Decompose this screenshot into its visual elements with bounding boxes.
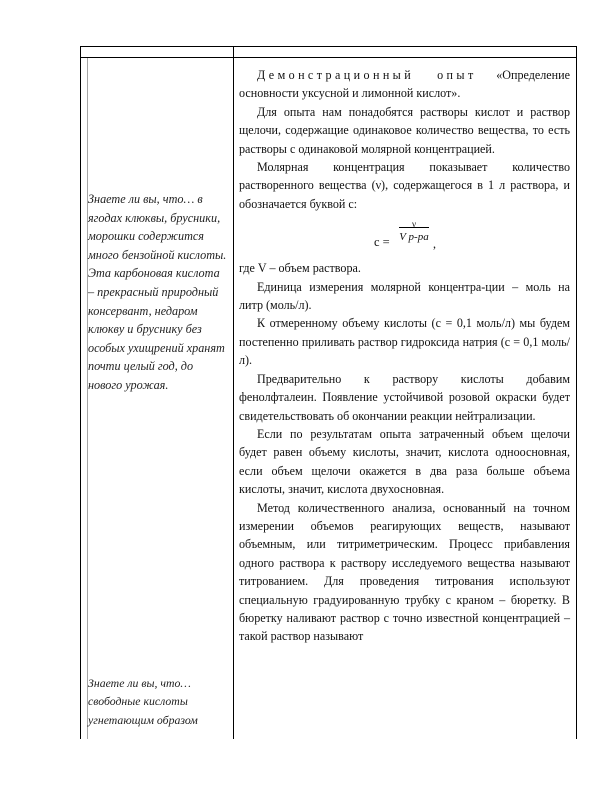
molar-concentration-formula xyxy=(239,215,570,259)
table-inner-left-rule xyxy=(87,57,88,739)
main-text-column xyxy=(239,66,570,646)
table-column-divider xyxy=(233,46,234,739)
paragraph-unit: Единица измерения молярной концентра-ции – моль на литр (моль/л). xyxy=(239,279,570,313)
table-right-border xyxy=(576,46,577,739)
table-top-border xyxy=(80,46,577,47)
formula-numerator: ν xyxy=(411,219,417,230)
left-note-benzoic-acid: Знаете ли вы, что… в ягодах клюквы, брусники, морошки содержится много бензойной кислоты. Эта карбоновая кислота – прекрасный природный консервант, недаром клюкву и бруснику без особых ухищрений хранят почти целый год, до нового урожая. xyxy=(88,192,227,392)
paragraph-molar-concentration: Молярная концентрация показывает количество растворенного вещества (ν), содержащегося в 1 л раствора, и обозначается буквой c: xyxy=(239,160,570,211)
paragraph-volume-definition: где V – объем раствора. xyxy=(239,261,361,276)
paragraph-solutions: Для опыта нам понадобятся растворы кислот и раствор щелочи, содержащие одинаковое количество вещества, то есть растворы с одинаковой молярной концентрацией. xyxy=(239,104,570,156)
table-left-border xyxy=(80,46,81,739)
formula-fraction xyxy=(397,215,431,246)
experiment-title xyxy=(239,66,570,103)
title-spaced: Демонстрационный опыт xyxy=(257,68,477,82)
formula-denominator: V р-ра xyxy=(399,231,429,244)
left-note-free-acids: Знаете ли вы, что… свободные кислоты угнетающим образом xyxy=(88,676,198,727)
table-header-row-border xyxy=(80,57,577,58)
formula-comma: , xyxy=(433,237,437,252)
paragraph-basicity: Если по результатам опыта затраченный объем щелочи будет равен объему кислоты, значит, кислота одноосновная, если объем щелочи окажется в два раза больше объема кислоты, значит, кислота двухосновная. xyxy=(239,426,570,497)
title-rest: «Определение основности уксусной и лимонной кислот». xyxy=(239,68,570,101)
paragraph-volumetric-method: Метод количественного анализа, основанный на точном измерении объемов реагирующих веществ, называют объемным, или титриметрическим. Процесс прибавления одного раствора к раствору исследуемого вещества называют титрованием. Для проведения титрования используют специальную градуированную трубку с краном – бюретку. В бюретку наливают раствор с точно известной концентрацией – такой раствор называют xyxy=(239,500,570,644)
paragraph-indicator: Предварительно к раствору кислоты добавим фенолфталеин. Появление устойчивой розовой окраски будет свидетельствовать об окончании реакции нейтрализации. xyxy=(239,371,570,423)
paragraph-titration-setup: К отмеренному объему кислоты (c = 0,1 моль/л) мы будем постепенно приливать раствор гидроксида натрия (c = 0,1 моль/л). xyxy=(239,316,570,368)
formula-lhs: c = xyxy=(374,235,390,250)
